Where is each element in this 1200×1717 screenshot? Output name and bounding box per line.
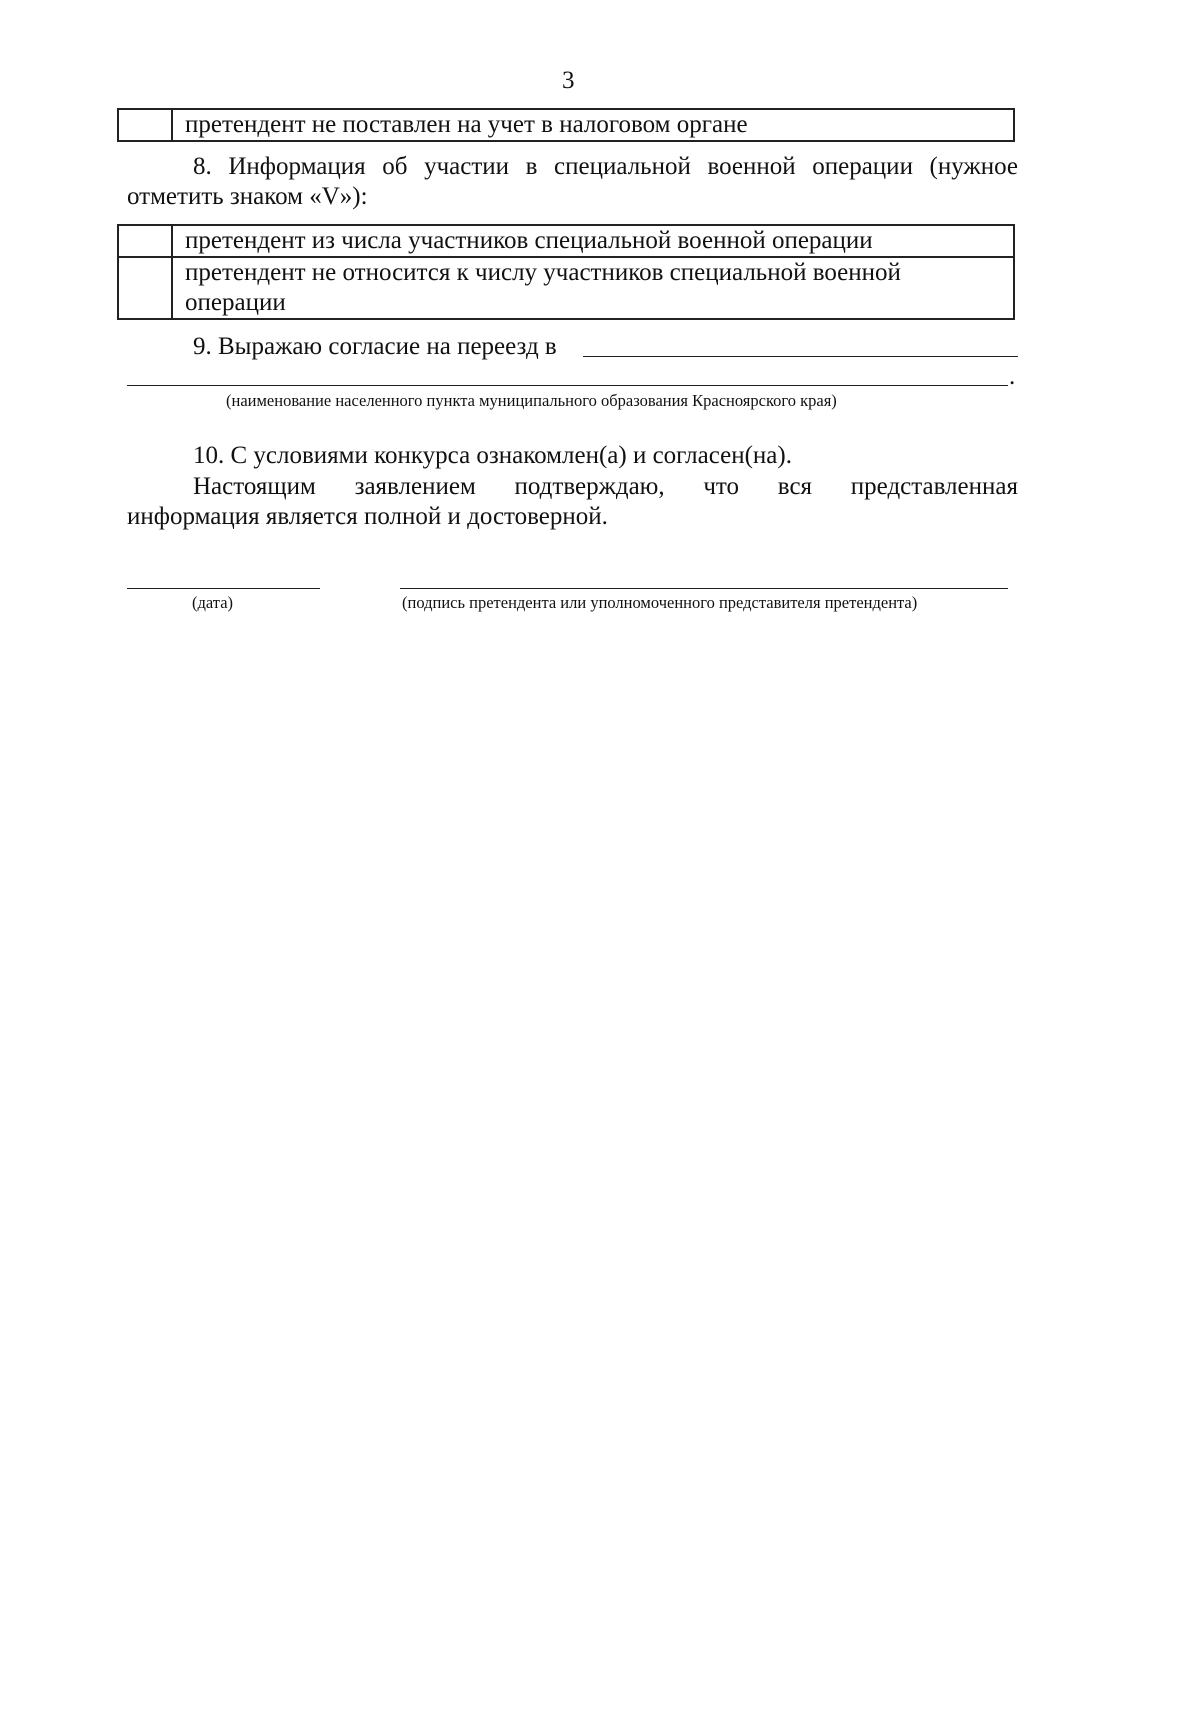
option-label: претендент не относится к числу участников специальной военной операции <box>172 257 1014 319</box>
section10-line2: Настоящим заявлением подтверждаю, что вся представленная <box>193 473 1018 500</box>
checkbox-cell[interactable] <box>118 257 172 319</box>
checkbox-cell[interactable] <box>118 109 172 141</box>
table-row <box>118 109 1014 141</box>
section8-line1: 8. Информация об участии в специальной военной операции (нужное <box>193 153 1018 180</box>
section9-period: . <box>1009 363 1016 390</box>
svo-participation-table <box>117 224 1015 320</box>
table-row <box>118 225 1014 257</box>
checkbox-cell[interactable] <box>118 225 172 257</box>
signature-caption: (подпись претендента или уполномоченного представителя претендента) <box>402 593 918 612</box>
section9-text: 9. Выражаю согласие на переезд в <box>193 333 557 360</box>
table-row <box>118 257 1014 319</box>
page-number: 3 <box>562 67 575 94</box>
date-field-line[interactable] <box>127 588 320 589</box>
section8-line2: отметить знаком «V»): <box>127 183 368 210</box>
tax-status-table <box>117 108 1015 142</box>
section10-line1: 10. С условиями конкурса ознакомлен(а) и согласен(на). <box>193 442 792 469</box>
option-label: претендент не поставлен на учет в налоговом органе <box>172 109 1014 141</box>
signature-field-line[interactable] <box>400 588 1008 589</box>
option-label: претендент из числа участников специальной военной операции <box>172 225 1014 257</box>
date-caption: (дата) <box>192 593 234 612</box>
relocation-caption: (наименование населенного пункта муниципального образования Красноярского края) <box>226 391 837 410</box>
section10-line3: информация является полной и достоверной. <box>127 503 608 530</box>
relocation-field-line1[interactable] <box>583 356 1018 357</box>
relocation-field-line2[interactable] <box>127 385 1008 386</box>
